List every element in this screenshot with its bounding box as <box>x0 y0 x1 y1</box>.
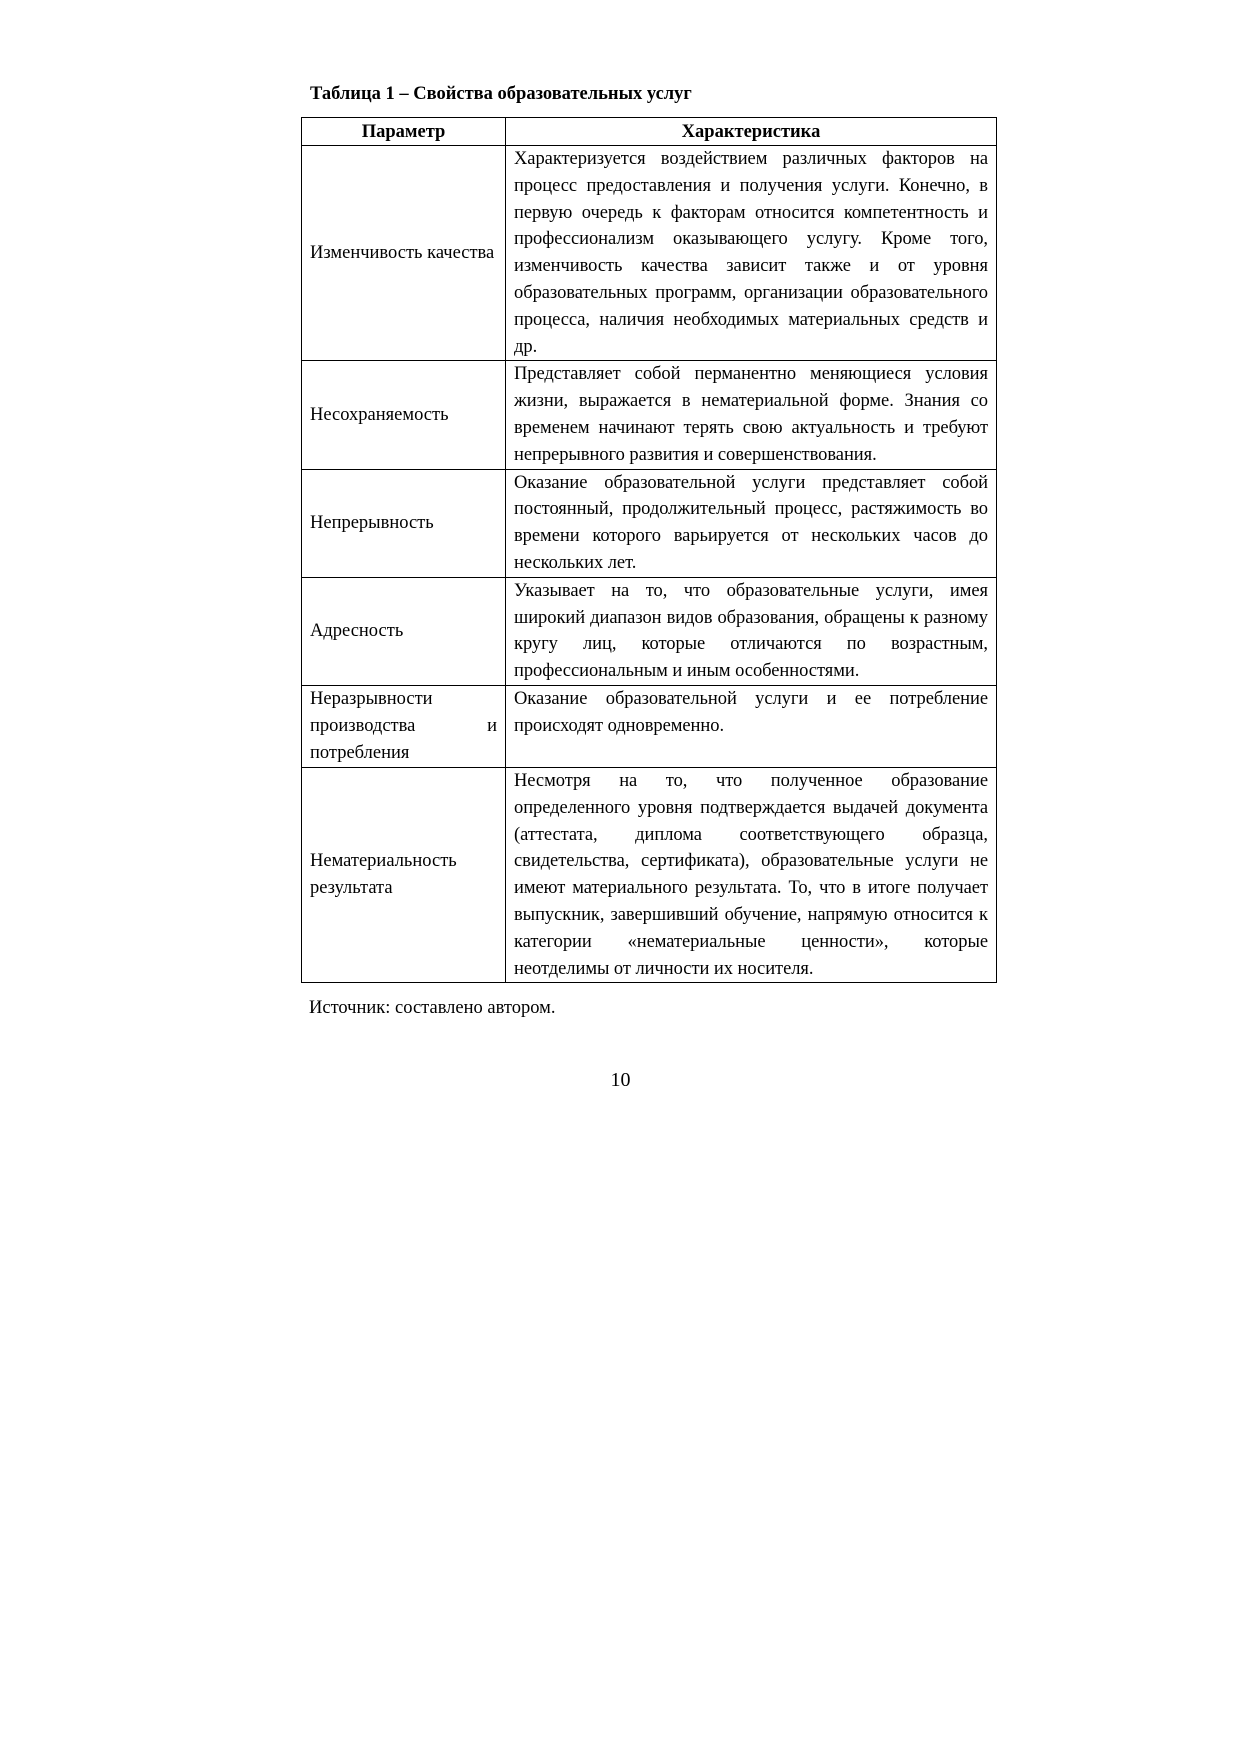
table-row <box>302 767 997 982</box>
characteristic-cell: Представляет собой перманентно меняющиеся условия жизни, выражается в нематериальной форме. Знания со временем начинают терять свою актуальность и требуют непрерывного развития и совершенствования. <box>506 361 997 469</box>
header-parameter: Параметр <box>302 118 506 146</box>
table-row <box>302 469 997 577</box>
table-row <box>302 685 997 767</box>
table-row <box>302 577 997 685</box>
characteristic-cell: Несмотря на то, что полученное образование определенного уровня подтверждается выдачей документа (аттестата, диплома соответствующего образца, свидетельства, сертификата), образовательные услуги не имеют материального результата. То, что в итоге получает выпускник, завершивший обучение, напрямую относится к категории «нематериальные ценности», которые неотделимы от личности их носителя. <box>506 767 997 982</box>
parameter-cell: Непрерывность <box>302 469 506 577</box>
table-header-row <box>302 118 997 146</box>
characteristic-cell: Оказание образовательной услуги и ее потребление происходят одновременно. <box>506 685 997 767</box>
table-row <box>302 146 997 361</box>
characteristic-cell: Оказание образовательной услуги представляет собой постоянный, продолжительный процесс, растяжимость во времени которого варьируется от нескольких часов до нескольких лет. <box>506 469 997 577</box>
source-note: Источник: составлено автором. <box>309 998 556 1018</box>
page-number: 10 <box>610 1069 631 1091</box>
parameter-cell: Несохраняемость <box>302 361 506 469</box>
parameter-cell: Нематериальность результата <box>302 767 506 982</box>
header-characteristic: Характеристика <box>506 118 997 146</box>
parameter-cell: Изменчивость качества <box>302 146 506 361</box>
properties-table <box>301 117 997 983</box>
parameter-cell: Неразрывности производства и потребления <box>302 685 506 767</box>
parameter-cell: Адресность <box>302 577 506 685</box>
characteristic-cell: Характеризуется воздействием различных факторов на процесс предоставления и получения услуги. Конечно, в первую очередь к факторам относится компетентность и профессионализм оказывающего услугу. Кроме того, изменчивость качества зависит также и от уровня образовательных программ, организации образовательного процесса, наличия необходимых материальных средств и др. <box>506 146 997 361</box>
table-title: Таблица 1 – Свойства образовательных услуг <box>310 84 692 104</box>
characteristic-cell: Указывает на то, что образовательные услуги, имея широкий диапазон видов образования, обращены к разному кругу лиц, которые отличаются по возрастным, профессиональным и иным особенностями. <box>506 577 997 685</box>
table-row <box>302 361 997 469</box>
